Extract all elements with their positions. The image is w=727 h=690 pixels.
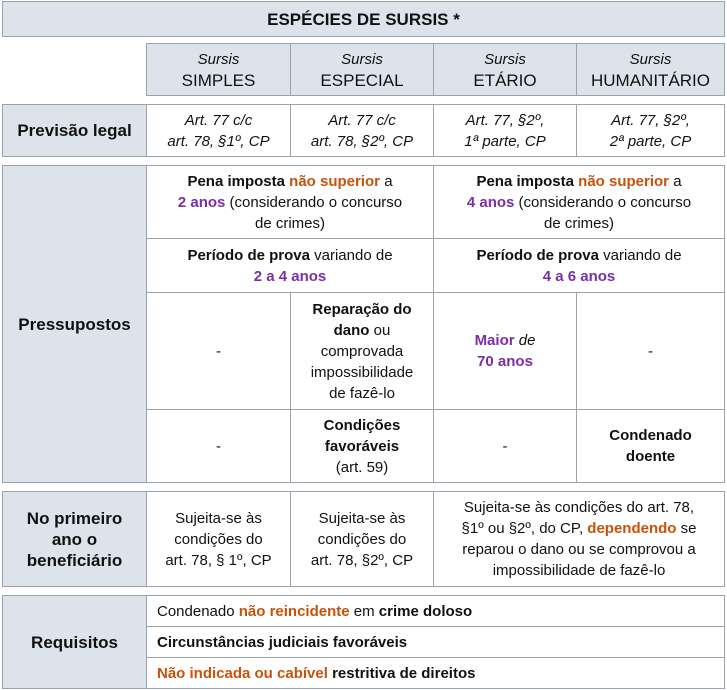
primeiro-ano-etario-humanitario: Sujeita-se às condições do art. 78, §1º ou §2º, do CP, dependendo se reparou o dano ou se comprovou a impossibilidade de fazê-lo [433, 491, 725, 587]
condicoes-especial: Condições favoráveis (art. 59) [290, 409, 434, 483]
dash-etario-condicoes: - [433, 409, 577, 483]
column-header-etario: Sursis ETÁRIO [433, 43, 577, 96]
table-title: ESPÉCIES DE SURSIS * [2, 1, 725, 37]
row-label-requisitos: Requisitos [2, 595, 147, 689]
primeiro-ano-simples: Sujeita-se às condições do art. 78, § 1º, CP [146, 491, 291, 587]
row-label-primeiro-ano: No primeiro ano o beneficiário [2, 491, 147, 587]
column-header-especial: Sursis ESPECIAL [290, 43, 434, 96]
maior-etario: Maior de 70 anos [433, 292, 577, 410]
prova-simples-especial: Período de prova variando de 2 a 4 anos [146, 238, 434, 293]
dash-humanitario-idade: - [576, 292, 725, 410]
pena-simples-especial: Pena imposta não superior a 2 anos (considerando o concurso de crimes) [146, 165, 434, 239]
primeiro-ano-especial: Sujeita-se às condições do art. 78, §2º, CP [290, 491, 434, 587]
row-label-pressupostos: Pressupostos [2, 165, 147, 483]
requisito-reincidente: Condenado não reincidente em crime doloso [146, 595, 725, 627]
column-header-simples: Sursis SIMPLES [146, 43, 291, 96]
requisito-circunstancias: Circunstâncias judiciais favoráveis [146, 626, 725, 658]
dash-simples-condicoes: - [146, 409, 291, 483]
previsao-simples: Art. 77 c/c art. 78, §1º, CP [146, 104, 291, 157]
column-header-humanitario: Sursis HUMANITÁRIO [576, 43, 725, 96]
pena-etario-humanitario: Pena imposta não superior a 4 anos (considerando o concurso de crimes) [433, 165, 725, 239]
previsao-humanitario: Art. 77, §2º, 2ª parte, CP [576, 104, 725, 157]
previsao-etario: Art. 77, §2º, 1ª parte, CP [433, 104, 577, 157]
doente-humanitario: Condenado doente [576, 409, 725, 483]
row-label-previsao: Previsão legal [2, 104, 147, 157]
requisito-restritiva: Não indicada ou cabível restritiva de direitos [146, 657, 725, 689]
prova-etario-humanitario: Período de prova variando de 4 a 6 anos [433, 238, 725, 293]
previsao-especial: Art. 77 c/c art. 78, §2º, CP [290, 104, 434, 157]
dash-simples-reparacao: - [146, 292, 291, 410]
reparacao-especial: Reparação do dano ou comprovada impossibilidade de fazê-lo [290, 292, 434, 410]
